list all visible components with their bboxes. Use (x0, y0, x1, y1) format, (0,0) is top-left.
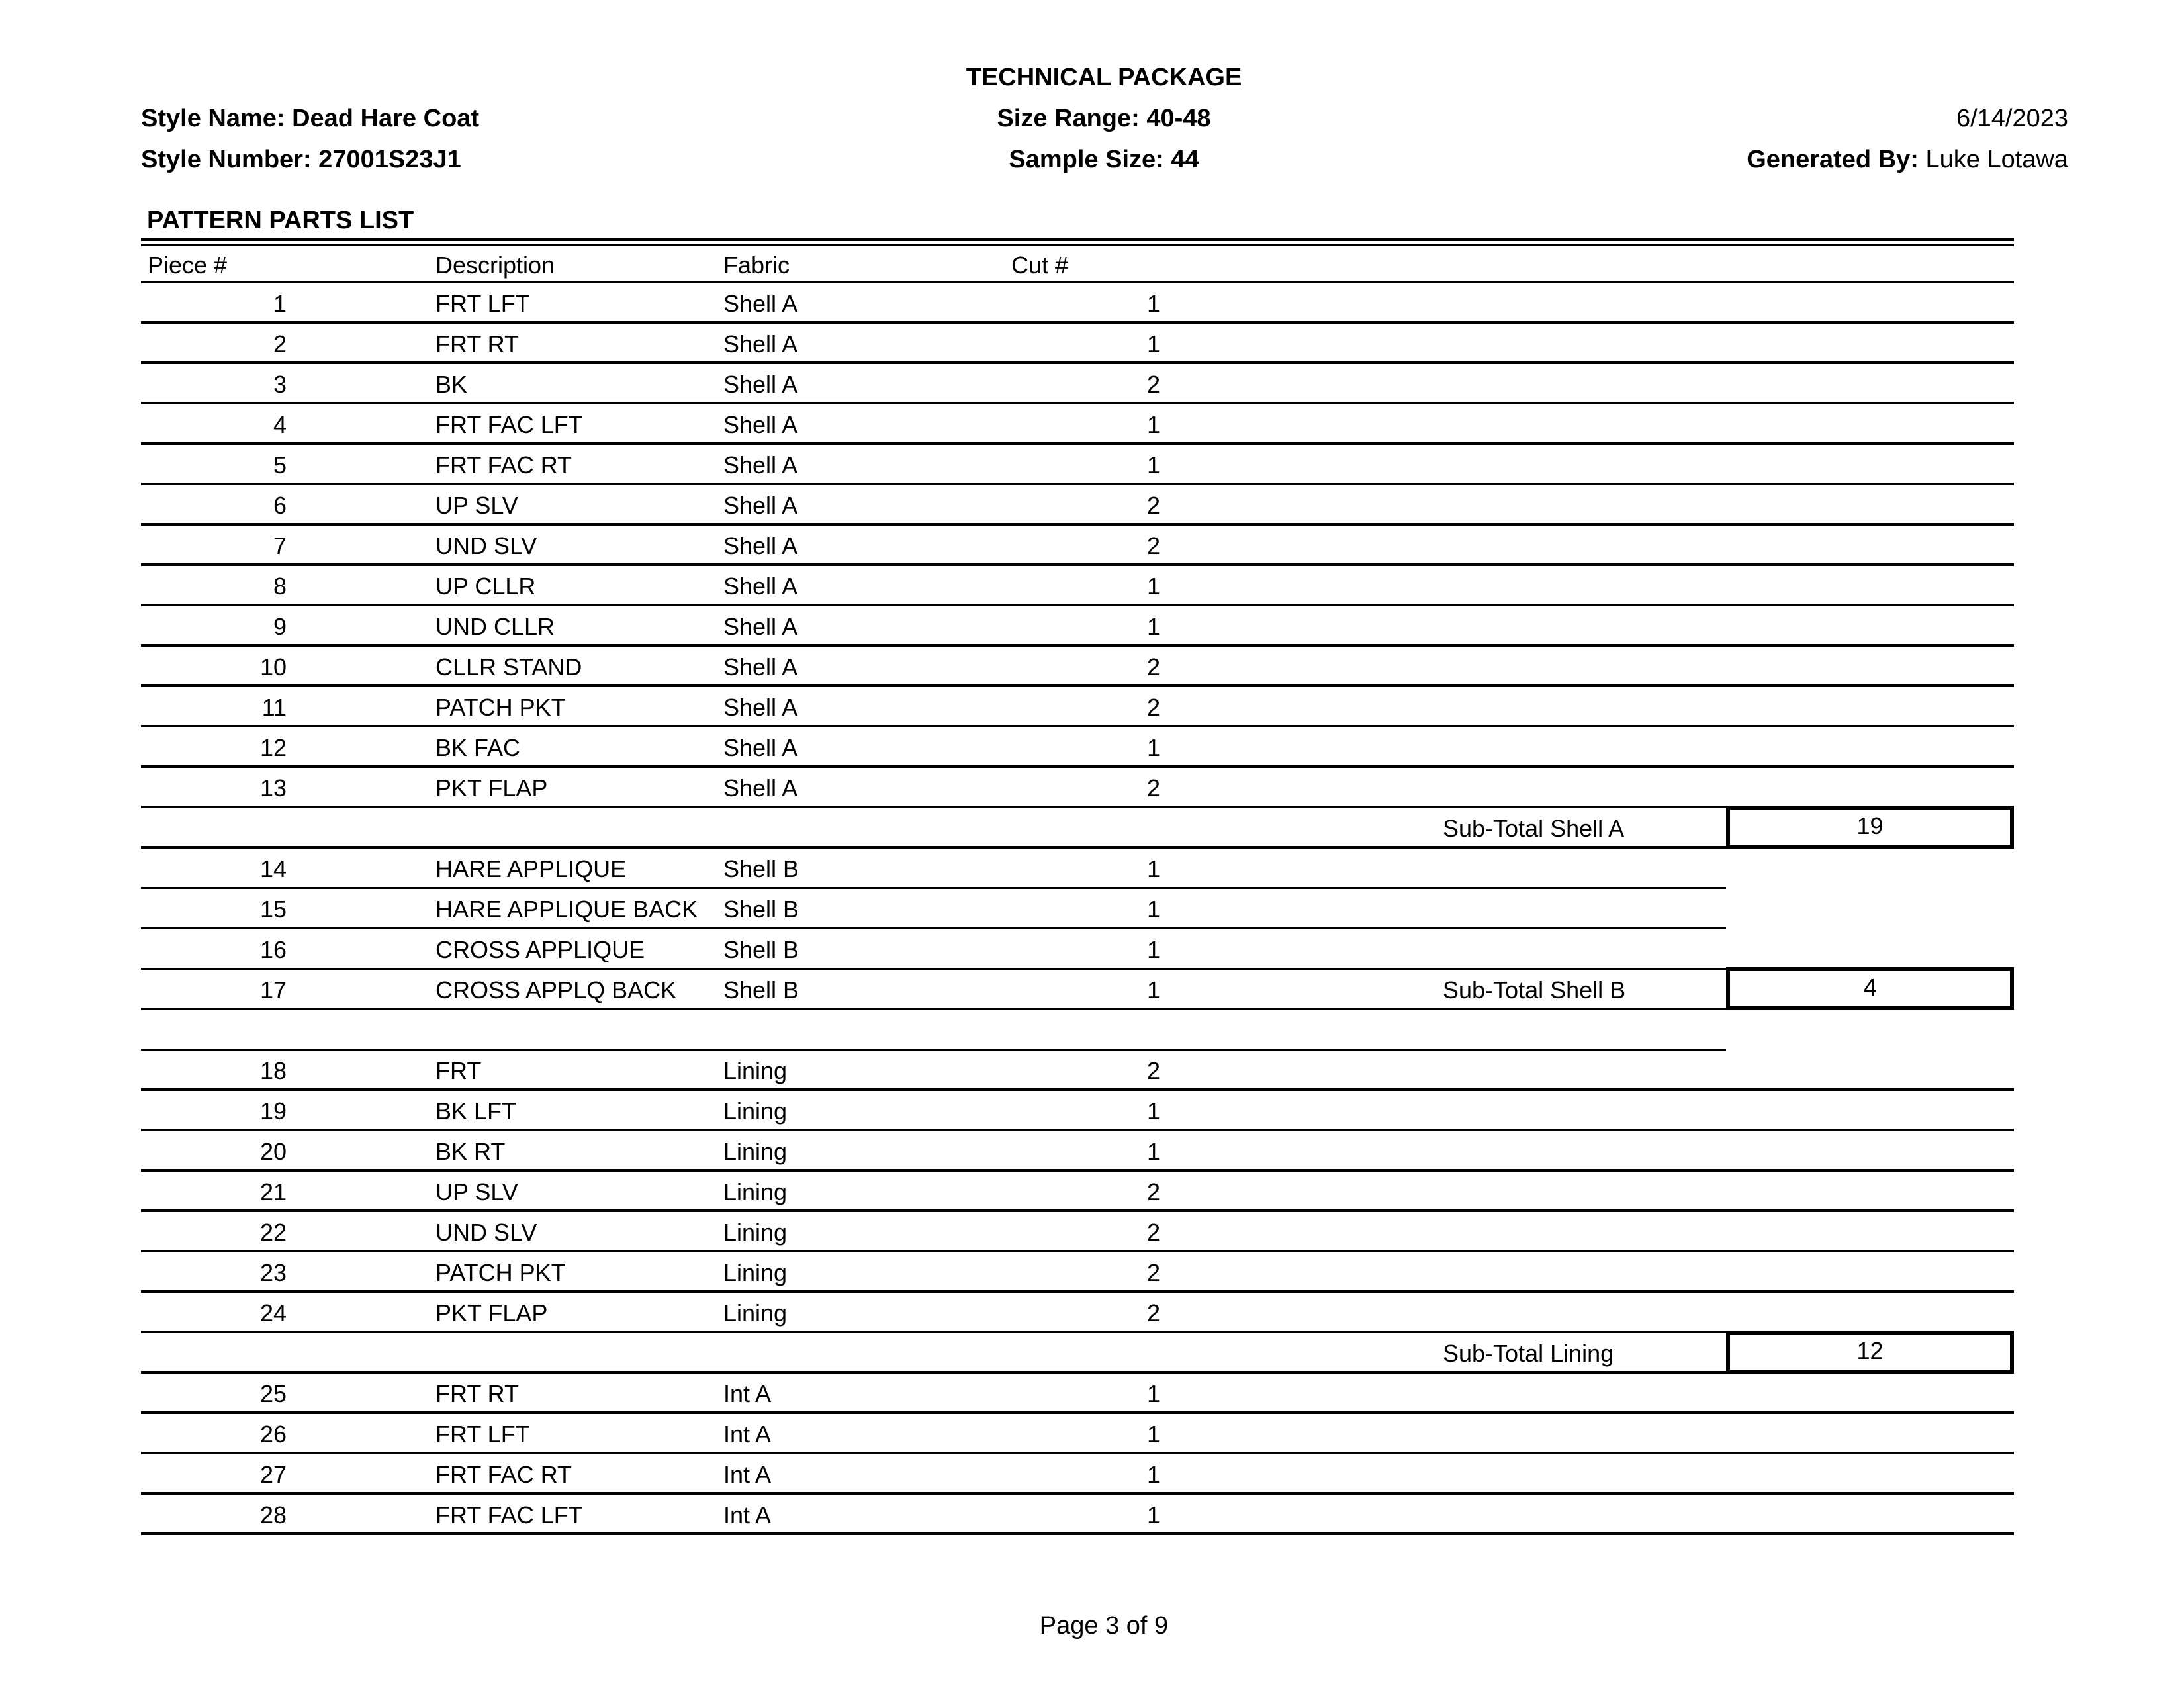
table-row (141, 647, 2014, 687)
cut-count: 2 (1146, 371, 1160, 398)
column-header-cut: Cut # (1011, 252, 1069, 279)
table-header-row (141, 245, 2014, 283)
blank-row (141, 1010, 1726, 1051)
piece-description: UP CLLR (435, 573, 536, 600)
cut-count: 1 (1146, 855, 1160, 882)
table-row (141, 324, 2014, 364)
piece-description: CLLR STAND (435, 653, 582, 680)
subtotal-row (141, 1333, 2014, 1374)
piece-fabric: Shell A (723, 492, 798, 519)
piece-description: UP SLV (435, 492, 518, 519)
piece-description: HARE APPLIQUE (435, 855, 627, 882)
cut-count: 1 (1146, 330, 1160, 357)
piece-fabric: Lining (723, 1057, 788, 1084)
piece-fabric: Shell B (723, 855, 799, 882)
subtotal-value: 12 (1726, 1331, 2014, 1374)
cut-count: 1 (1146, 451, 1160, 479)
piece-number: 15 (259, 896, 287, 923)
subtotal-value: 4 (1726, 967, 2014, 1010)
column-header-fabric: Fabric (723, 252, 790, 279)
table-row (141, 1374, 2014, 1414)
subtotal-label: Sub-Total Shell B (1443, 976, 1626, 1004)
piece-description: FRT FAC LFT (435, 1501, 583, 1528)
piece-number: 9 (273, 613, 287, 640)
subtotal-row (141, 808, 2014, 849)
piece-description: UND SLV (435, 1219, 537, 1246)
piece-description: FRT LFT (435, 290, 530, 317)
piece-number: 6 (273, 492, 287, 519)
table-row (141, 364, 2014, 404)
piece-description: FRT (435, 1057, 482, 1084)
cut-count: 2 (1146, 1178, 1160, 1205)
cut-count: 1 (1146, 976, 1160, 1004)
piece-fabric: Shell A (723, 774, 798, 802)
piece-description: BK LFT (435, 1098, 517, 1125)
piece-number: 13 (259, 774, 287, 802)
cut-count: 2 (1146, 532, 1160, 559)
cut-count: 1 (1146, 936, 1160, 963)
piece-description: BK FAC (435, 734, 521, 761)
piece-description: FRT FAC RT (435, 1461, 572, 1488)
piece-number: 27 (259, 1461, 287, 1488)
piece-description: UND CLLR (435, 613, 555, 640)
table-row (141, 526, 2014, 566)
table-row (141, 1091, 2014, 1131)
piece-number: 5 (273, 451, 287, 479)
table-row (141, 1212, 2014, 1252)
piece-number: 1 (273, 290, 287, 317)
cut-count: 2 (1146, 1057, 1160, 1084)
piece-fabric: Lining (723, 1098, 788, 1125)
table-row (141, 889, 1726, 929)
table-row (141, 929, 1726, 970)
table-row (141, 404, 2014, 445)
piece-fabric: Shell A (723, 613, 798, 640)
piece-fabric: Lining (723, 1259, 788, 1286)
piece-fabric: Shell A (723, 451, 798, 479)
column-header-piece: Piece # (148, 252, 228, 279)
piece-fabric: Shell B (723, 976, 799, 1004)
piece-fabric: Shell A (723, 371, 798, 398)
cut-count: 1 (1146, 1461, 1160, 1488)
style-name: Style Name: Dead Hare Coat (141, 105, 480, 132)
piece-description: UND SLV (435, 532, 537, 559)
table-row (141, 445, 2014, 485)
table-row (141, 1172, 2014, 1212)
piece-number: 2 (273, 330, 287, 357)
piece-number: 12 (259, 734, 287, 761)
piece-number: 22 (259, 1219, 287, 1246)
piece-fabric: Shell A (723, 330, 798, 357)
sample-size: Sample Size: 44 (1009, 146, 1199, 173)
piece-fabric: Lining (723, 1299, 788, 1327)
piece-fabric: Shell A (723, 290, 798, 317)
piece-description: FRT FAC RT (435, 451, 572, 479)
piece-description: UP SLV (435, 1178, 518, 1205)
piece-number: 16 (259, 936, 287, 963)
table-row (141, 727, 2014, 768)
table-row (141, 1131, 2014, 1172)
piece-description: BK (435, 371, 468, 398)
page-number: Page 3 of 9 (1039, 1612, 1169, 1640)
piece-number: 18 (259, 1057, 287, 1084)
cut-count: 2 (1146, 1219, 1160, 1246)
piece-number: 11 (261, 694, 287, 721)
piece-fabric: Shell A (723, 653, 798, 680)
table-row (141, 485, 2014, 526)
table-row (141, 687, 2014, 727)
generated-by (1747, 146, 2068, 174)
cut-count: 1 (1146, 1380, 1160, 1407)
piece-fabric: Int A (723, 1421, 772, 1448)
table-row (141, 1293, 2014, 1333)
table-row (141, 1414, 2014, 1454)
table-row (141, 1495, 2014, 1535)
table-row (141, 283, 2014, 324)
piece-number: 26 (259, 1421, 287, 1448)
piece-number: 25 (259, 1380, 287, 1407)
piece-description: CROSS APPLIQUE (435, 936, 645, 963)
table-row (141, 606, 2014, 647)
piece-description: PATCH PKT (435, 1259, 566, 1286)
piece-description: FRT RT (435, 330, 520, 357)
subtotal-label: Sub-Total Shell A (1443, 815, 1625, 842)
cut-count: 2 (1146, 492, 1160, 519)
piece-number: 14 (259, 855, 287, 882)
piece-number: 24 (259, 1299, 287, 1327)
piece-number: 20 (259, 1138, 287, 1165)
subtotal-value: 19 (1726, 806, 2014, 849)
cut-count: 1 (1146, 1421, 1160, 1448)
date: 6/14/2023 (1956, 105, 2068, 132)
table-row (141, 970, 2014, 1010)
generated-by-value: Luke Lotawa (1918, 146, 2068, 173)
piece-fabric: Shell A (723, 734, 798, 761)
table-row (141, 1051, 2014, 1091)
piece-description: HARE APPLIQUE BACK (435, 896, 698, 923)
piece-number: 8 (273, 573, 287, 600)
piece-number: 19 (259, 1098, 287, 1125)
cut-count: 1 (1146, 1138, 1160, 1165)
generated-by-label: Generated By: (1747, 146, 1919, 173)
piece-fabric: Int A (723, 1380, 772, 1407)
piece-number: 3 (273, 371, 287, 398)
cut-count: 1 (1146, 734, 1160, 761)
cut-count: 1 (1146, 573, 1160, 600)
piece-number: 21 (259, 1178, 287, 1205)
cut-count: 1 (1146, 896, 1160, 923)
cut-count: 1 (1146, 1098, 1160, 1125)
pattern-parts-table (141, 245, 2014, 1535)
piece-number: 17 (259, 976, 287, 1004)
piece-number: 7 (273, 532, 287, 559)
table-row (141, 768, 2014, 808)
piece-description: FRT LFT (435, 1421, 530, 1448)
piece-fabric: Lining (723, 1138, 788, 1165)
cut-count: 1 (1146, 290, 1160, 317)
section-title: PATTERN PARTS LIST (147, 207, 414, 234)
style-number: Style Number: 27001S23J1 (141, 146, 461, 173)
piece-description: PATCH PKT (435, 694, 566, 721)
piece-fabric: Shell B (723, 936, 799, 963)
piece-fabric: Lining (723, 1178, 788, 1205)
piece-description: BK RT (435, 1138, 506, 1165)
document-title: TECHNICAL PACKAGE (966, 64, 1242, 91)
piece-description: PKT FLAP (435, 774, 548, 802)
cut-count: 1 (1146, 613, 1160, 640)
piece-fabric: Shell A (723, 573, 798, 600)
piece-fabric: Lining (723, 1219, 788, 1246)
cut-count: 2 (1146, 1299, 1160, 1327)
piece-number: 28 (259, 1501, 287, 1528)
table-row (141, 566, 2014, 606)
piece-description: PKT FLAP (435, 1299, 548, 1327)
piece-fabric: Shell A (723, 532, 798, 559)
column-header-description: Description (435, 252, 555, 279)
cut-count: 2 (1146, 653, 1160, 680)
size-range: Size Range: 40-48 (997, 105, 1211, 132)
subtotal-label: Sub-Total Lining (1443, 1340, 1614, 1367)
piece-fabric: Int A (723, 1461, 772, 1488)
piece-description: FRT FAC LFT (435, 411, 583, 438)
piece-description: CROSS APPLQ BACK (435, 976, 677, 1004)
piece-fabric: Shell A (723, 411, 798, 438)
cut-count: 1 (1146, 1501, 1160, 1528)
piece-number: 10 (259, 653, 287, 680)
table-row (141, 849, 1726, 889)
piece-fabric: Shell B (723, 896, 799, 923)
cut-count: 2 (1146, 774, 1160, 802)
cut-count: 2 (1146, 694, 1160, 721)
table-row (141, 1252, 2014, 1293)
cut-count: 2 (1146, 1259, 1160, 1286)
piece-fabric: Shell A (723, 694, 798, 721)
divider (141, 238, 2014, 241)
piece-number: 4 (273, 411, 287, 438)
cut-count: 1 (1146, 411, 1160, 438)
piece-fabric: Int A (723, 1501, 772, 1528)
piece-description: FRT RT (435, 1380, 520, 1407)
piece-number: 23 (259, 1259, 287, 1286)
table-row (141, 1454, 2014, 1495)
